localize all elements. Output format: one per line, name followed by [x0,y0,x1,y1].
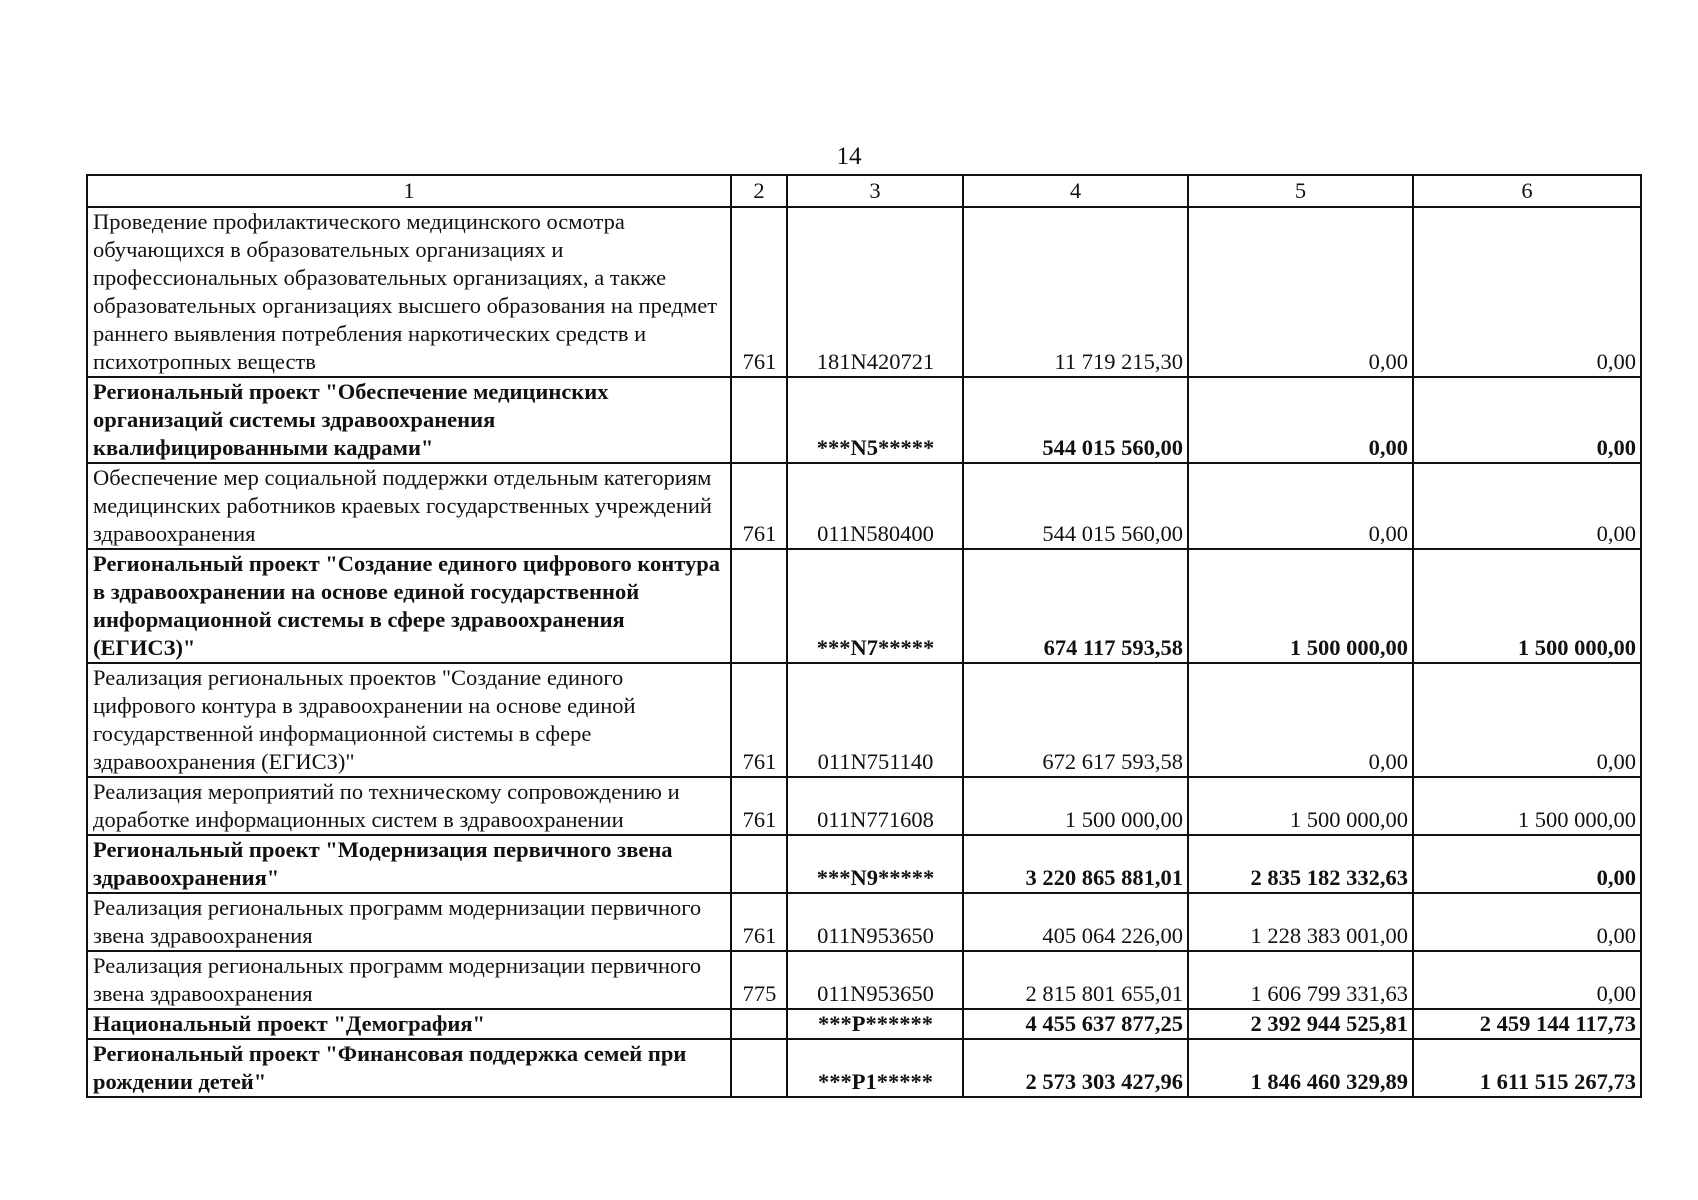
row-department-code-cell [731,835,787,893]
row-target-code-cell: ***P1***** [787,1039,963,1097]
row-amount-col6-cell: 0,00 [1413,835,1641,893]
row-department-code-cell [731,1009,787,1039]
table-row [87,377,1641,463]
row-amount-col4-cell: 674 117 593,58 [963,549,1188,663]
header-cell: 1 [87,175,731,207]
row-amount-col5-cell: 0,00 [1188,663,1413,777]
row-amount-col4-cell: 544 015 560,00 [963,377,1188,463]
row-amount-col4-cell: 672 617 593,58 [963,663,1188,777]
row-target-code-cell: ***N5***** [787,377,963,463]
row-amount-col5-cell: 1 500 000,00 [1188,549,1413,663]
row-department-code-cell: 761 [731,207,787,377]
row-name-cell: Реализация региональных программ модернизации первичного звена здравоохранения [87,951,731,1009]
row-amount-col6-cell: 0,00 [1413,663,1641,777]
row-amount-col6-cell: 0,00 [1413,377,1641,463]
page-number: 14 [836,143,862,170]
row-name-cell: Реализация региональных проектов "Создание единого цифрового контура в здравоохранении на основе единой государственной информационной системы в сфере здравоохранения (ЕГИСЗ)" [87,663,731,777]
row-target-code-cell: 181N420721 [787,207,963,377]
header-cell: 3 [787,175,963,207]
table-body [87,207,1641,1097]
row-name-cell: Проведение профилактического медицинского осмотра обучающихся в образовательных организациях и профессиональных образовательных организациях, а также образовательных организациях высшего образования на предмет раннего выявления потребления наркотических средств и психотропных веществ [87,207,731,377]
row-name-cell: Реализация региональных программ модернизации первичного звена здравоохранения [87,893,731,951]
table-row [87,777,1641,835]
table-row [87,951,1641,1009]
row-amount-col5-cell: 2 392 944 525,81 [1188,1009,1413,1039]
row-target-code-cell: 011N953650 [787,893,963,951]
row-amount-col4-cell: 1 500 000,00 [963,777,1188,835]
row-target-code-cell: 011N953650 [787,951,963,1009]
row-amount-col6-cell: 1 500 000,00 [1413,549,1641,663]
row-amount-col5-cell: 2 835 182 332,63 [1188,835,1413,893]
row-name-cell: Национальный проект "Демография" [87,1009,731,1039]
table-row [87,549,1641,663]
row-amount-col6-cell: 1 611 515 267,73 [1413,1039,1641,1097]
row-target-code-cell: ***P****** [787,1009,963,1039]
row-department-code-cell [731,377,787,463]
row-amount-col5-cell: 0,00 [1188,463,1413,549]
row-name-cell: Обеспечение мер социальной поддержки отдельным категориям медицинских работников краевых государственных учреждений здравоохранения [87,463,731,549]
row-amount-col6-cell: 1 500 000,00 [1413,777,1641,835]
row-department-code-cell [731,549,787,663]
row-department-code-cell: 761 [731,777,787,835]
row-amount-col6-cell: 2 459 144 117,73 [1413,1009,1641,1039]
row-amount-col4-cell: 3 220 865 881,01 [963,835,1188,893]
row-amount-col6-cell: 0,00 [1413,893,1641,951]
row-target-code-cell: ***N9***** [787,835,963,893]
row-amount-col6-cell: 0,00 [1413,951,1641,1009]
row-department-code-cell: 761 [731,463,787,549]
row-department-code-cell: 775 [731,951,787,1009]
row-name-cell: Реализация мероприятий по техническому сопровождению и доработке информационных систем в здравоохранении [87,777,731,835]
row-amount-col4-cell: 2 573 303 427,96 [963,1039,1188,1097]
row-amount-col5-cell: 0,00 [1188,207,1413,377]
row-amount-col5-cell: 1 606 799 331,63 [1188,951,1413,1009]
header-row [87,175,1641,207]
row-amount-col4-cell: 11 719 215,30 [963,207,1188,377]
table-row [87,207,1641,377]
row-amount-col4-cell: 4 455 637 877,25 [963,1009,1188,1039]
row-amount-col4-cell: 2 815 801 655,01 [963,951,1188,1009]
row-amount-col6-cell: 0,00 [1413,207,1641,377]
row-amount-col4-cell: 544 015 560,00 [963,463,1188,549]
header-cell: 5 [1188,175,1413,207]
table-row [87,463,1641,549]
header-cell: 2 [731,175,787,207]
budget-table [86,174,1642,1098]
table-row [87,1039,1641,1097]
row-target-code-cell: 011N751140 [787,663,963,777]
row-department-code-cell: 761 [731,663,787,777]
table-row [87,835,1641,893]
row-department-code-cell [731,1039,787,1097]
row-amount-col5-cell: 1 500 000,00 [1188,777,1413,835]
row-amount-col5-cell: 0,00 [1188,377,1413,463]
row-name-cell: Региональный проект "Создание единого цифрового контура в здравоохранении на основе единой государственной информационной системы в сфере здравоохранения (ЕГИСЗ)" [87,549,731,663]
row-amount-col5-cell: 1 228 383 001,00 [1188,893,1413,951]
table-row [87,893,1641,951]
row-name-cell: Региональный проект "Обеспечение медицинских организаций системы здравоохранения квалифицированными кадрами" [87,377,731,463]
row-name-cell: Региональный проект "Модернизация первичного звена здравоохранения" [87,835,731,893]
row-name-cell: Региональный проект "Финансовая поддержка семей при рождении детей" [87,1039,731,1097]
row-department-code-cell: 761 [731,893,787,951]
table-row [87,1009,1641,1039]
row-target-code-cell: 011N580400 [787,463,963,549]
row-amount-col4-cell: 405 064 226,00 [963,893,1188,951]
row-target-code-cell: 011N771608 [787,777,963,835]
row-amount-col6-cell: 0,00 [1413,463,1641,549]
header-cell: 6 [1413,175,1641,207]
table-row [87,663,1641,777]
row-target-code-cell: ***N7***** [787,549,963,663]
header-cell: 4 [963,175,1188,207]
row-amount-col5-cell: 1 846 460 329,89 [1188,1039,1413,1097]
